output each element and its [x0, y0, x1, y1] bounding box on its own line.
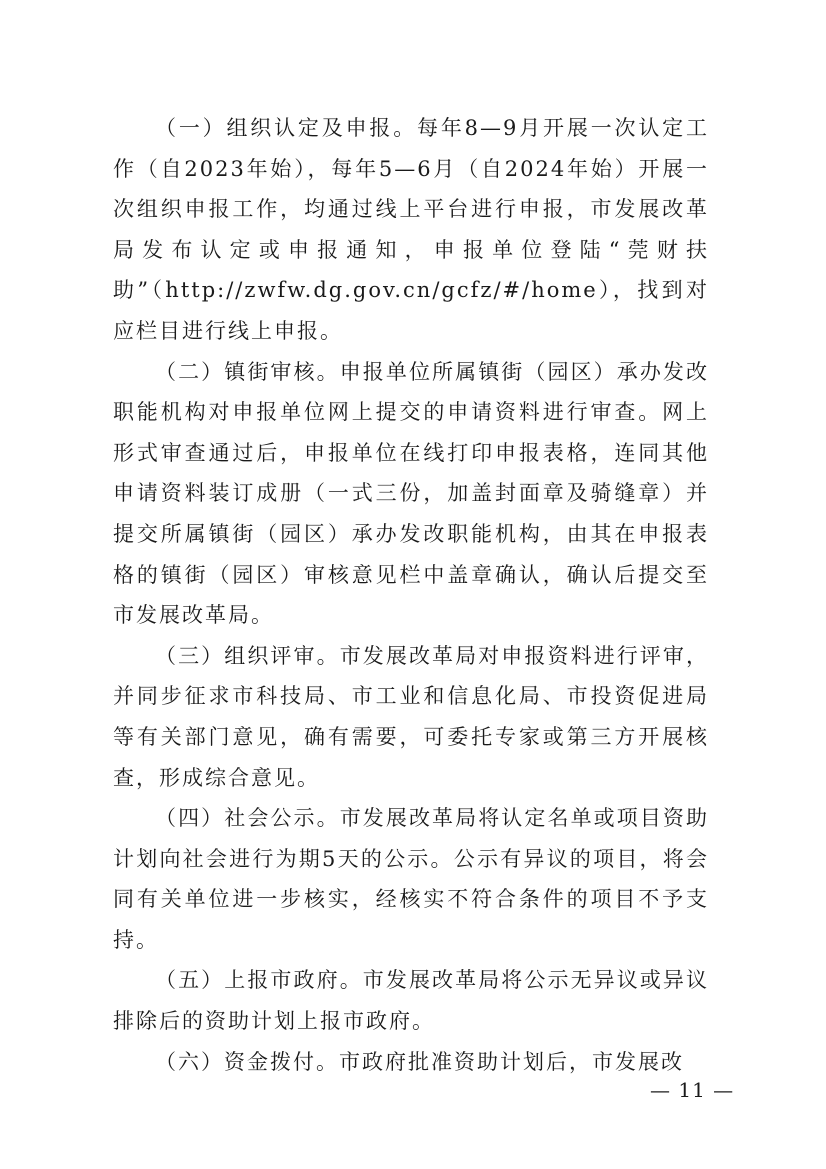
page-number: — 11 —	[650, 1078, 735, 1102]
paragraph-evaluation: （三）组织评审。市发展改革局对申报资料进行评审，并同步征求市科技局、市工业和信息化局、市投资促进局等有关部门意见，确有需要，可委托专家或第三方开展核查，形成综合意见。	[113, 643, 709, 790]
paragraph-organize-apply: （一）组织认定及申报。每年8—9月开展一次认定工作（自2023年始），每年5—6月（自2024年始）开展一次组织申报工作，均通过线上平台进行申报，市发展改革局发布认定或申报通知，申报单位登陆“莞财扶助”（http://zwfw.dg.gov.cn/gcfz/#/home），找到对应栏目进行线上申报。	[113, 116, 709, 343]
document-body	[113, 108, 709, 1082]
paragraph-public-notice: （四）社会公示。市发展改革局将认定名单或项目资助计划向社会进行为期5天的公示。公示有异议的项目，将会同有关单位进一步核实，经核实不符合条件的项目不予支持。	[113, 806, 709, 952]
paragraph-fund-disbursement: （六）资金拨付。市政府批准资助计划后，市发展改	[155, 1049, 684, 1074]
paragraph-town-review: （二）镇街审核。申报单位所属镇街（园区）承办发改职能机构对申报单位网上提交的申请资料进行审查。网上形式审查通过后，申报单位在线打印申报表格，连同其他申请资料装订成册（一式三份，加盖封面章及骑缝章）并提交所属镇街（园区）承办发改职能机构，由其在申报表格的镇街（园区）审核意见栏中盖章确认，确认后提交至市发展改革局。	[113, 359, 709, 628]
paragraph-report-government: （五）上报市政府。市发展改革局将公示无异议或异议排除后的资助计划上报市政府。	[113, 968, 709, 1034]
